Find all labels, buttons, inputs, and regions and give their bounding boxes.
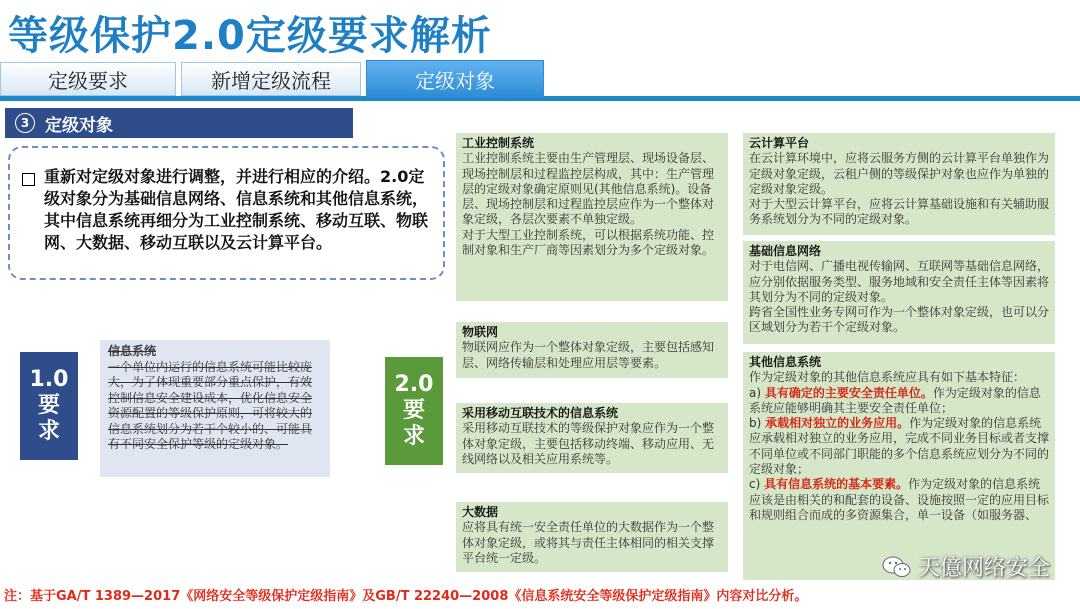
other-item-c-text: 作为定级对象的信息系统应该是由相关的和配套的设备、设施按照一定的应用目标和规则组合而成的多资源集合，单一设备（如服务器、 bbox=[749, 477, 1050, 522]
v2-char-1: 要 bbox=[402, 398, 425, 423]
other-systems-box bbox=[743, 352, 1055, 580]
other-item-b-key: 承载相对独立的业务应用。 bbox=[765, 416, 910, 431]
v2-char-2: 求 bbox=[402, 424, 425, 449]
iot-text: 物联网应作为一个整体对象定级，主要包括感知层、网络传输层和处理应用层等要素。 bbox=[462, 340, 715, 370]
infra-text-2: 跨省全国性业务专网可作为一个整体对象定级，也可以分区域划分为若干个定级对象。 bbox=[749, 305, 1050, 335]
bigdata-box bbox=[456, 502, 728, 572]
intro-box bbox=[8, 146, 445, 280]
tab-grading-requirements[interactable]: 定级要求 bbox=[0, 62, 176, 96]
ics-box bbox=[456, 133, 728, 301]
v1-version: 1.0 bbox=[29, 367, 69, 392]
other-item-b bbox=[749, 416, 1049, 477]
cloud-box bbox=[743, 133, 1055, 235]
infra-heading: 基础信息网络 bbox=[749, 244, 822, 258]
mobile-heading: 采用移动互联技术的信息系统 bbox=[462, 406, 619, 420]
tab-bar bbox=[0, 60, 1080, 100]
page-title: 等级保护2.0定级要求解析 bbox=[8, 13, 492, 59]
v2-requirement-tag bbox=[385, 357, 443, 465]
infra-network-box bbox=[743, 241, 1055, 344]
section-title: 定级对象 bbox=[45, 115, 113, 136]
other-intro: 作为定级对象的其他信息系统应具有如下基本特征： bbox=[749, 370, 1026, 385]
v1-requirement-heading: 信息系统 bbox=[108, 344, 157, 358]
cloud-text-1: 在云计算环境中，应将云服务方侧的云计算平台单独作为定级对象定级，云租户侧的等级保护对象也应作为单独的定级对象定级。 bbox=[749, 151, 1050, 196]
intro-text: 重新对定级对象进行调整，并进行相应的介绍。2.0定级对象分为基础信息网络、信息系统和其他信息系统，其中信息系统再细分为工业控制系统、移动互联、物联网、大数据、移动互联以及云计算平台。 bbox=[44, 167, 429, 252]
checkbox-bullet-icon bbox=[22, 173, 35, 186]
v1-requirement-text: 一个单位内运行的信息系统可能比较庞大，为了体现重要部分重点保护，有效控制信息安全建设成本，优化信息安全资源配置的等级保护原则，可将较大的信息系统划分为若干个较小的、可能具有不同安全保护等级的定级对象。 bbox=[108, 359, 313, 451]
other-item-c-key: 具有信息系统的基本要素。 bbox=[764, 477, 909, 492]
watermark bbox=[882, 551, 1050, 582]
iot-box bbox=[456, 322, 728, 378]
bigdata-text: 应将具有统一安全责任单位的大数据作为一个整体对象定级，或将其与责任主体相同的相关支撑平台统一定级。 bbox=[462, 520, 715, 565]
tab-grading-objects[interactable]: 定级对象 bbox=[366, 60, 544, 98]
other-heading: 其他信息系统 bbox=[749, 355, 822, 369]
mobile-box bbox=[456, 403, 728, 473]
bigdata-heading: 大数据 bbox=[462, 505, 499, 519]
v1-char-2: 求 bbox=[37, 419, 60, 444]
other-item-b-prefix: b) bbox=[749, 416, 766, 431]
v1-requirement-tag bbox=[20, 352, 78, 460]
ics-heading: 工业控制系统 bbox=[462, 136, 535, 150]
cloud-text-2: 对于大型云计算平台，应将云计算基础设施和有关辅助服务系统划分为不同的定级对象。 bbox=[749, 197, 1050, 227]
iot-heading: 物联网 bbox=[462, 325, 499, 339]
v2-version: 2.0 bbox=[394, 372, 434, 397]
other-item-a-text: 作为定级对象的信息系统应能够明确其主要安全责任单位； bbox=[749, 385, 1041, 415]
infra-text-1: 对于电信网、广播电视传输网、互联网等基础信息网络，应分别依据服务类型、服务地域和安全责任主体等因素将其划分为不同的定级对象。 bbox=[749, 259, 1050, 304]
ics-text-2: 对于大型工业控制系统，可以根据系统功能、控制对象和生产厂商等因素划分为多个定级对象。 bbox=[462, 227, 715, 258]
watermark-text: 天億网络安全 bbox=[917, 556, 1050, 581]
v1-requirement-box bbox=[100, 340, 330, 477]
other-item-a-prefix: a) bbox=[749, 385, 765, 400]
mobile-text: 采用移动互联技术的等级保护对象应作为一个整体对象定级，主要包括移动终端、移动应用、无线网络以及相关应用系统等。 bbox=[462, 421, 715, 466]
footer-note: 注：基于GA/T 1389—2017《网络安全等级保护定级指南》及GB/T 22240—2008《信息系统安全等级保护定级指南》内容对比分析。 bbox=[4, 589, 808, 604]
section-header bbox=[5, 108, 353, 138]
other-item-c bbox=[749, 477, 1049, 523]
ics-text-1: 工业控制系统主要由生产管理层、现场设备层、现场控制层和过程监控层构成，其中：生产管理层的定级对象确定原则见(其他信息系统)。设备层、现场控制层和过程监控层应作为一个整体对象定级，各层次要素不单独定级。 bbox=[462, 151, 715, 227]
other-item-a-key: 具有确定的主要安全责任单位。 bbox=[764, 385, 933, 400]
other-item-a bbox=[749, 386, 1049, 417]
tab-new-grading-process[interactable]: 新增定级流程 bbox=[181, 62, 361, 96]
section-number-badge: 3 bbox=[15, 113, 35, 133]
cloud-heading: 云计算平台 bbox=[749, 136, 810, 150]
other-item-b-text: 作为定级对象的信息系统应承载相对独立的业务应用，完成不同业务目标或者支撑不同单位或不同部门职能的多个信息系统应划分为不同的定级对象； bbox=[749, 416, 1050, 477]
other-item-c-prefix: c) bbox=[749, 477, 765, 492]
wechat-icon bbox=[882, 555, 912, 579]
v1-char-1: 要 bbox=[37, 393, 60, 418]
